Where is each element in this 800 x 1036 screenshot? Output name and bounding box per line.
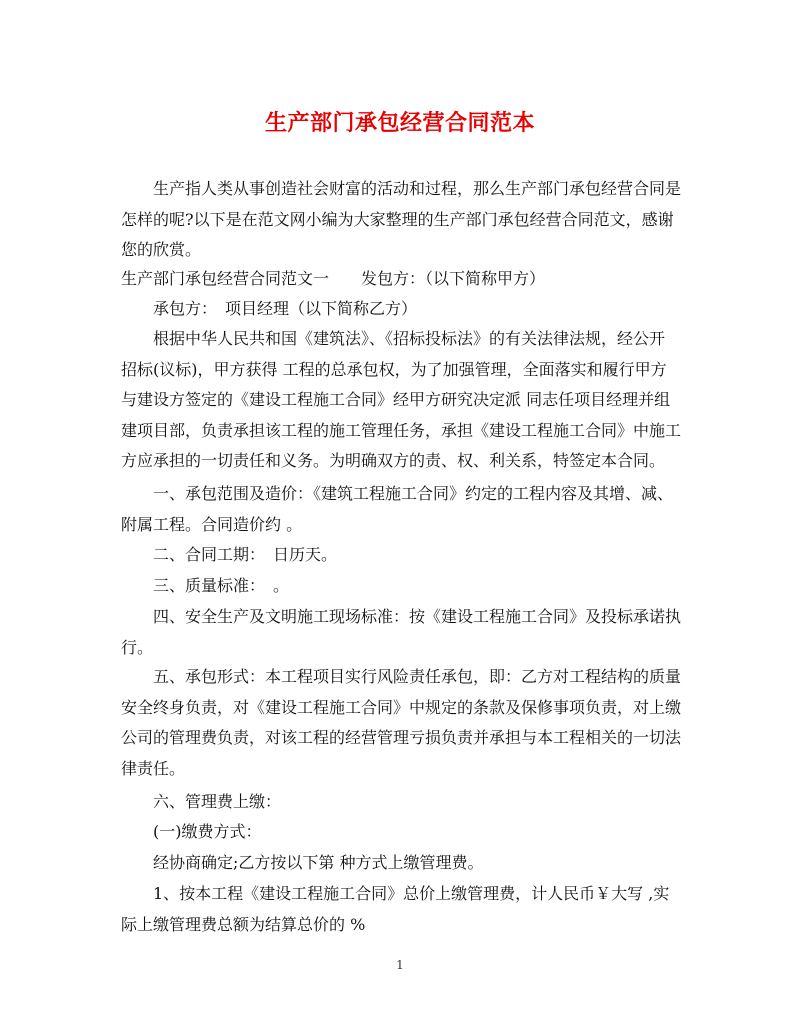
paragraph-contract-heading [121, 264, 681, 295]
text-line: 方应承担的一切责任和义务。为明确双方的责、权、利关系，特签定本合同。 [121, 451, 666, 470]
text-line: 与建设方签定的《建设工程施工合同》经甲方研究决定派 同志任项目经理并组 [121, 390, 671, 409]
text-line: 根据中华人民共和国《建筑法》、《招标投标法》的有关法律法规，经公开 [153, 329, 666, 348]
text-line: 公司的管理费负责，对该工程的经营管理亏损负责并承担与本工程相关的一切法 [121, 728, 682, 747]
paragraph-scope [121, 479, 713, 540]
text-line: 一、承包范围及造价：《建筑工程施工合同》约定的工程内容及其增、减、 [153, 484, 674, 503]
text-line: 经协商确定;乙方按以下第 种方式上缴管理费。 [153, 853, 484, 872]
text-line: 生产部门承包经营合同范文一 发包方：（以下简称甲方） [121, 269, 546, 288]
text-line: 附属工程。合同造价约 。 [121, 514, 303, 534]
text-line: 安全终身负责，对《建设工程施工合同》中规定的条款及保修事项负责，对上缴 [121, 697, 682, 717]
page-number: 1 [396, 958, 404, 972]
paragraph-payment-method [121, 817, 713, 848]
paragraph-duration [121, 540, 713, 571]
text-line: 1、按本工程《建设工程施工合同》总价上缴管理费，计人民币￥大写 ,实 [153, 884, 670, 903]
text-line: 生产指人类从事创造社会财富的活动和过程，那么生产部门承包经营合同是 [153, 179, 682, 198]
text-line: (一)缴费方式： [153, 822, 262, 841]
paragraph-basis [121, 324, 713, 477]
text-line: 您的欣赏。 [121, 240, 202, 259]
paragraph-agreement [121, 848, 713, 879]
paragraph-intro [121, 174, 713, 266]
paragraph-fee-item-1 [121, 879, 713, 940]
paragraph-contractor [121, 294, 713, 325]
document-title: 生产部门承包经营合同范本 [264, 110, 535, 136]
paragraph-safety [121, 602, 713, 663]
paragraph-quality [121, 571, 713, 602]
text-line: 招标(议标)，甲方获得 工程的总承包权，为了加强管理，全面落实和履行甲方 [121, 359, 667, 379]
text-line: 五、承包形式：本工程项目实行风险责任承包，即：乙方对工程结构的质量 [153, 667, 682, 686]
paragraph-contract-form [121, 662, 713, 784]
text-line: 二、合同工期： 日历天。 [153, 545, 338, 564]
text-line: 建项目部，负责承担该工程的施工管理任务，承担《建设工程施工合同》中施工 [121, 420, 682, 440]
text-line: 六、管理费上缴： [153, 792, 282, 811]
text-line: 三、质量标准： 。 [153, 576, 290, 595]
text-line: 行。 [121, 637, 154, 657]
text-line: 承包方： 项目经理（以下简称乙方） [153, 299, 418, 318]
text-line: 怎样的呢?以下是在范文网小编为大家整理的生产部门承包经营合同范文，感谢 [121, 209, 674, 229]
text-line: 律责任。 [121, 758, 186, 778]
text-line: 四、安全生产及文明施工现场标准：按《建设工程施工合同》及投标承诺执 [153, 607, 682, 626]
text-line: 际上缴管理费总额为结算总价的 % [121, 914, 366, 934]
paragraph-management-fee [121, 787, 713, 818]
